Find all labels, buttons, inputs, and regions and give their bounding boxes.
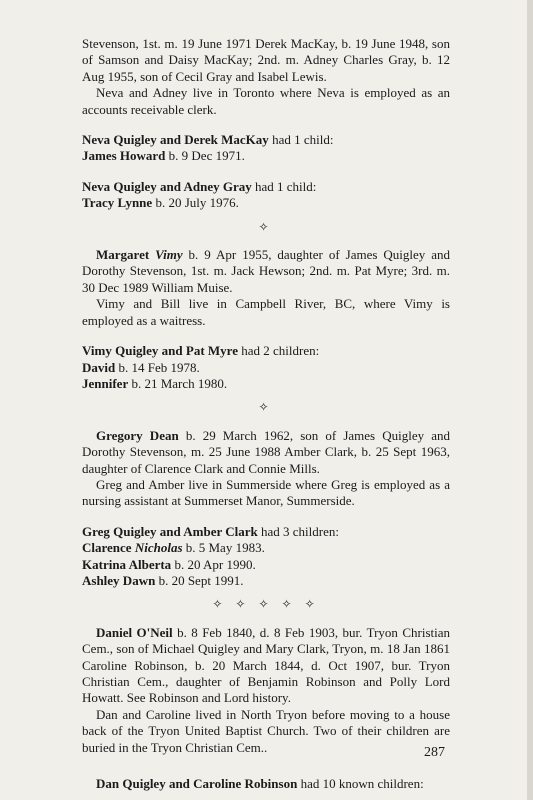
body-text: b. 20 Sept 1991. [155,572,244,588]
body-text: had 1 child: [251,178,317,194]
name-text: Neva Quigley and Derek MacKay [82,132,269,148]
block-gap [82,329,450,343]
child-entry [82,195,450,211]
paragraph [82,247,450,296]
name-text: Vimy [155,247,183,263]
body-text: b. 21 March 1980. [128,375,228,391]
body-text: b. 9 Dec 1971. [165,148,245,164]
block-gap [82,756,450,776]
name-text: Katrina Alberta [82,556,172,572]
section-separator: ✧ [258,219,274,234]
children-heading [82,343,450,359]
body-text: Greg and Amber live in Summerside where Greg is employed as a nursing assistant at Summerset Manor, Summerside. [82,476,450,509]
child-entry [82,557,450,573]
body-text: Dan and Caroline lived in North Tryon before moving to a house back of the Tryon United Baptist Church. Two of their children are buried in the Tryon Christian Cem.. [82,706,450,755]
page-edge [527,0,533,800]
paragraph [82,85,450,118]
child-entry [82,148,450,164]
child-entry [82,376,450,392]
name-text: Daniel O'Neil [96,624,173,640]
name-text: Gregory Dean [96,427,179,443]
name-text: David [82,359,116,375]
children-heading [82,132,450,148]
name-text: Greg Quigley and Amber Clark [82,523,258,539]
block-gap [82,118,450,132]
body-text: b. 20 July 1976. [152,195,239,211]
body-text: Neva and Adney live in Toronto where Neva is employed as an accounts receivable clerk. [82,85,450,117]
name-text: Neva Quigley and Adney Gray [82,178,252,194]
name-text: Vimy Quigley and Pat Myre [82,343,238,359]
name-text: James Howard [82,148,166,164]
paragraph [82,707,450,756]
block-gap [82,510,450,524]
children-heading [82,524,450,540]
section-separator: ✧ [258,400,274,415]
body-text: Stevenson, 1st. m. 19 June 1971 Derek MacKay, b. 19 June 1948, son of Samson and Daisy MacKay; 2nd. m. Adney Charles Gray, b. 12 Aug 1955, son of Cecil Gray and Isabel Lewis. [82,36,450,84]
name-text: Nicholas [134,540,183,556]
body-text: b. 14 Feb 1978. [115,359,200,375]
name-text: Clarence [82,540,135,556]
body-text: b. 9 Apr 1955, daughter of James Quigley and Dorothy Stevenson, 1st. m. Jack Hewson; 2nd. m. Pat Myre; 3rd. m. 30 Dec 1989 William Muise. [82,247,450,295]
body-text: had 3 children: [257,523,339,539]
page-number: 287 [424,745,445,760]
name-text: Dan Quigley and Caroline Robinson [96,776,298,792]
child-entry [82,573,450,589]
paragraph [82,625,450,707]
body-text: b. 20 Apr 1990. [171,556,256,572]
paragraph [82,296,450,329]
child-entry [82,360,450,376]
body-text: had 1 child: [268,132,334,148]
body-text: b. 29 March 1962, son of James Quigley and Dorothy Stevenson, m. 25 June 1988 Amber Clark, b. 25 Sept 1963, daughter of Clarence Clark and Connie Mills. [82,427,450,476]
paragraph [82,776,450,792]
body-text: b. 8 Feb 1840, d. 8 Feb 1903, bur. Tryon Christian Cem., son of Michael Quigley and Mary Clark, Tryon, m. 18 Jan 1861 Caroline Robinson, b. 20 March 1844, d. Oct 1907, bur. Tryon Christian Cem., daughter of Benjamin Robinson and Polly Lord Howatt. See Robinson and Lord history. [82,624,451,706]
name-text: Jennifer [82,375,129,391]
section-separator: ✧ ✧ ✧ ✧ ✧ [212,597,320,612]
children-heading [82,179,450,195]
child-entry [82,540,450,556]
page-text [82,36,450,792]
body-text: had 10 known children: [297,776,424,792]
paragraph [82,428,450,477]
name-text: Margaret [96,247,156,263]
body-text: Vimy and Bill live in Campbell River, BC, where Vimy is employed as a waitress. [82,296,450,328]
body-text: b. 5 May 1983. [182,540,265,556]
paragraph [82,36,450,85]
body-text: had 2 children: [238,343,320,359]
paragraph [82,477,450,510]
block-gap [82,165,450,179]
name-text: Ashley Dawn [82,572,156,588]
name-text: Tracy Lynne [82,195,153,211]
